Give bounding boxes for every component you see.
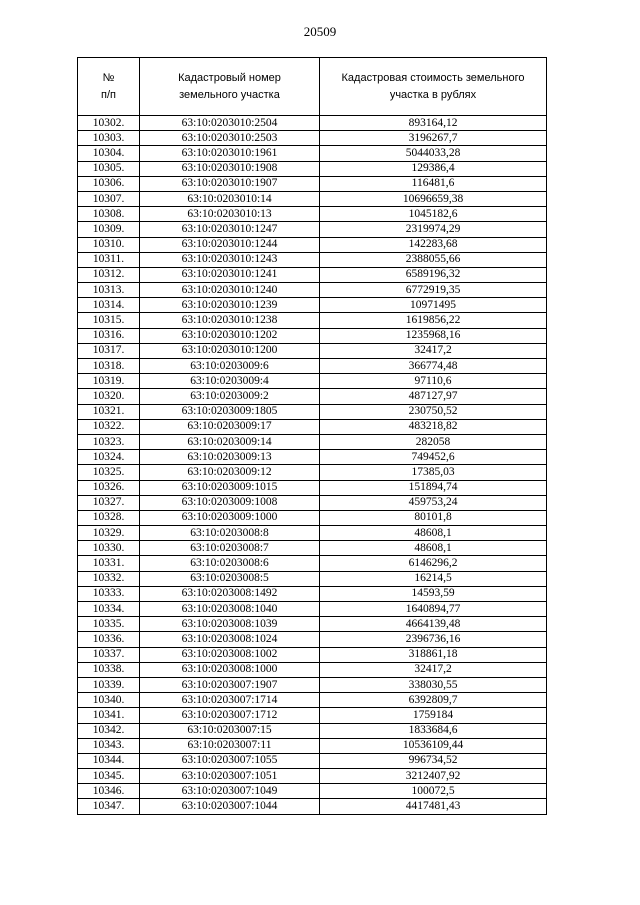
row-number-cell: 10333. bbox=[78, 586, 140, 601]
cadastral-value-cell: 749452,6 bbox=[320, 450, 547, 465]
cadastral-value-cell: 32417,2 bbox=[320, 343, 547, 358]
cadastral-number-cell: 63:10:0203010:1200 bbox=[140, 343, 320, 358]
cadastral-value-cell: 1759184 bbox=[320, 708, 547, 723]
cadastral-number-cell: 63:10:0203010:2503 bbox=[140, 131, 320, 146]
table-row bbox=[78, 586, 547, 601]
table-row bbox=[78, 784, 547, 799]
header-cadastral-value bbox=[320, 58, 547, 116]
table-row bbox=[78, 434, 547, 449]
cadastral-value-cell: 116481,6 bbox=[320, 176, 547, 191]
cadastral-number-cell: 63:10:0203010:1961 bbox=[140, 146, 320, 161]
cadastral-value-cell: 1640894,77 bbox=[320, 602, 547, 617]
cadastral-value-cell: 10696659,38 bbox=[320, 191, 547, 206]
row-number-cell: 10343. bbox=[78, 738, 140, 753]
header-cadastral-value-line1: Кадастровая стоимость земельного bbox=[341, 71, 525, 84]
cadastral-number-cell: 63:10:0203010:2504 bbox=[140, 116, 320, 131]
cadastral-value-cell: 10971495 bbox=[320, 298, 547, 313]
cadastral-value-cell: 6589196,32 bbox=[320, 267, 547, 282]
cadastral-number-cell: 63:10:0203009:14 bbox=[140, 434, 320, 449]
row-number-cell: 10329. bbox=[78, 526, 140, 541]
table-row bbox=[78, 343, 547, 358]
cadastral-number-cell: 63:10:0203007:1055 bbox=[140, 753, 320, 768]
table-row bbox=[78, 693, 547, 708]
cadastral-value-cell: 16214,5 bbox=[320, 571, 547, 586]
table-row bbox=[78, 176, 547, 191]
cadastral-number-cell: 63:10:0203008:1492 bbox=[140, 586, 320, 601]
header-cadastral-value-line2: участка в рублях bbox=[389, 88, 477, 101]
row-number-cell: 10324. bbox=[78, 450, 140, 465]
table-row bbox=[78, 116, 547, 131]
table-row bbox=[78, 450, 547, 465]
row-number-cell: 10317. bbox=[78, 343, 140, 358]
table-row bbox=[78, 753, 547, 768]
cadastral-value-cell: 338030,55 bbox=[320, 677, 547, 692]
table-row bbox=[78, 541, 547, 556]
cadastral-value-cell: 97110,6 bbox=[320, 374, 547, 389]
cadastral-number-cell: 63:10:0203007:1049 bbox=[140, 784, 320, 799]
table-row bbox=[78, 677, 547, 692]
row-number-cell: 10303. bbox=[78, 131, 140, 146]
row-number-cell: 10314. bbox=[78, 298, 140, 313]
cadastral-number-cell: 63:10:0203009:2 bbox=[140, 389, 320, 404]
cadastral-value-cell: 6772919,35 bbox=[320, 283, 547, 298]
table-row bbox=[78, 723, 547, 738]
cadastral-number-cell: 63:10:0203010:1908 bbox=[140, 161, 320, 176]
table-header-row bbox=[78, 58, 547, 116]
cadastral-value-cell: 282058 bbox=[320, 434, 547, 449]
row-number-cell: 10335. bbox=[78, 617, 140, 632]
cadastral-value-cell: 10536109,44 bbox=[320, 738, 547, 753]
cadastral-number-cell: 63:10:0203007:1714 bbox=[140, 693, 320, 708]
cadastral-value-cell: 142283,68 bbox=[320, 237, 547, 252]
row-number-cell: 10309. bbox=[78, 222, 140, 237]
cadastral-value-cell: 48608,1 bbox=[320, 526, 547, 541]
cadastral-number-cell: 63:10:0203010:1240 bbox=[140, 283, 320, 298]
row-number-cell: 10334. bbox=[78, 602, 140, 617]
cadastral-value-cell: 1045182,6 bbox=[320, 207, 547, 222]
cadastral-value-cell: 129386,4 bbox=[320, 161, 547, 176]
cadastral-number-cell: 63:10:0203008:1002 bbox=[140, 647, 320, 662]
table-row bbox=[78, 647, 547, 662]
cadastral-value-cell: 17385,03 bbox=[320, 465, 547, 480]
table-body bbox=[78, 116, 547, 815]
cadastral-number-cell: 63:10:0203010:1239 bbox=[140, 298, 320, 313]
cadastral-value-cell: 14593,59 bbox=[320, 586, 547, 601]
table-row bbox=[78, 298, 547, 313]
cadastral-number-cell: 63:10:0203009:1805 bbox=[140, 404, 320, 419]
row-number-cell: 10321. bbox=[78, 404, 140, 419]
cadastral-number-cell: 63:10:0203009:1008 bbox=[140, 495, 320, 510]
cadastral-value-cell: 487127,97 bbox=[320, 389, 547, 404]
table-row bbox=[78, 708, 547, 723]
table-row bbox=[78, 191, 547, 206]
cadastral-number-cell: 63:10:0203009:13 bbox=[140, 450, 320, 465]
cadastral-value-cell: 1235968,16 bbox=[320, 328, 547, 343]
cadastral-value-cell: 230750,52 bbox=[320, 404, 547, 419]
cadastral-value-cell: 483218,82 bbox=[320, 419, 547, 434]
table-row bbox=[78, 313, 547, 328]
cadastral-number-cell: 63:10:0203007:11 bbox=[140, 738, 320, 753]
cadastral-number-cell: 63:10:0203008:1000 bbox=[140, 662, 320, 677]
cadastral-number-cell: 63:10:0203008:1040 bbox=[140, 602, 320, 617]
cadastral-number-cell: 63:10:0203008:6 bbox=[140, 556, 320, 571]
table-row bbox=[78, 769, 547, 784]
cadastral-number-cell: 63:10:0203010:1202 bbox=[140, 328, 320, 343]
table-row bbox=[78, 404, 547, 419]
cadastral-value-cell: 80101,8 bbox=[320, 510, 547, 525]
cadastral-number-cell: 63:10:0203009:17 bbox=[140, 419, 320, 434]
cadastral-number-cell: 63:10:0203009:1000 bbox=[140, 510, 320, 525]
table-row bbox=[78, 207, 547, 222]
row-number-cell: 10341. bbox=[78, 708, 140, 723]
cadastral-value-cell: 32417,2 bbox=[320, 662, 547, 677]
cadastral-value-cell: 893164,12 bbox=[320, 116, 547, 131]
header-cadastral-number-line1: Кадастровый номер bbox=[178, 71, 281, 84]
cadastral-value-cell: 4664139,48 bbox=[320, 617, 547, 632]
row-number-cell: 10344. bbox=[78, 753, 140, 768]
row-number-cell: 10320. bbox=[78, 389, 140, 404]
row-number-cell: 10302. bbox=[78, 116, 140, 131]
table-row bbox=[78, 359, 547, 374]
cadastral-number-cell: 63:10:0203007:1044 bbox=[140, 799, 320, 814]
row-number-cell: 10347. bbox=[78, 799, 140, 814]
row-number-cell: 10338. bbox=[78, 662, 140, 677]
table-row bbox=[78, 571, 547, 586]
cadastral-value-cell: 6146296,2 bbox=[320, 556, 547, 571]
cadastral-number-cell: 63:10:0203009:1015 bbox=[140, 480, 320, 495]
row-number-cell: 10336. bbox=[78, 632, 140, 647]
row-number-cell: 10308. bbox=[78, 207, 140, 222]
cadastral-number-cell: 63:10:0203009:4 bbox=[140, 374, 320, 389]
header-cadastral-number bbox=[140, 58, 320, 116]
cadastral-number-cell: 63:10:0203008:5 bbox=[140, 571, 320, 586]
table-row bbox=[78, 283, 547, 298]
row-number-cell: 10322. bbox=[78, 419, 140, 434]
cadastral-value-cell: 366774,48 bbox=[320, 359, 547, 374]
row-number-cell: 10306. bbox=[78, 176, 140, 191]
table-row bbox=[78, 556, 547, 571]
table-row bbox=[78, 632, 547, 647]
table-row bbox=[78, 526, 547, 541]
row-number-cell: 10345. bbox=[78, 769, 140, 784]
cadastral-value-cell: 996734,52 bbox=[320, 753, 547, 768]
header-row-number-line1: № bbox=[102, 71, 115, 84]
row-number-cell: 10312. bbox=[78, 267, 140, 282]
cadastral-number-cell: 63:10:0203009:6 bbox=[140, 359, 320, 374]
table-row bbox=[78, 161, 547, 176]
table-row bbox=[78, 465, 547, 480]
header-row-number bbox=[78, 58, 140, 116]
row-number-cell: 10304. bbox=[78, 146, 140, 161]
row-number-cell: 10325. bbox=[78, 465, 140, 480]
row-number-cell: 10315. bbox=[78, 313, 140, 328]
row-number-cell: 10310. bbox=[78, 237, 140, 252]
cadastral-value-cell: 3196267,7 bbox=[320, 131, 547, 146]
page-number: 20509 bbox=[303, 24, 337, 39]
cadastral-value-cell: 2319974,29 bbox=[320, 222, 547, 237]
cadastral-value-cell: 459753,24 bbox=[320, 495, 547, 510]
row-number-cell: 10313. bbox=[78, 283, 140, 298]
cadastral-number-cell: 63:10:0203007:1051 bbox=[140, 769, 320, 784]
cadastral-number-cell: 63:10:0203010:1238 bbox=[140, 313, 320, 328]
cadastral-number-cell: 63:10:0203010:1244 bbox=[140, 237, 320, 252]
cadastral-value-cell: 2396736,16 bbox=[320, 632, 547, 647]
table-row bbox=[78, 799, 547, 814]
row-number-cell: 10307. bbox=[78, 191, 140, 206]
table-row bbox=[78, 602, 547, 617]
cadastral-number-cell: 63:10:0203007:1907 bbox=[140, 677, 320, 692]
row-number-cell: 10311. bbox=[78, 252, 140, 267]
cadastral-number-cell: 63:10:0203008:8 bbox=[140, 526, 320, 541]
cadastral-number-cell: 63:10:0203010:1247 bbox=[140, 222, 320, 237]
table-row bbox=[78, 252, 547, 267]
cadastral-value-cell: 48608,1 bbox=[320, 541, 547, 556]
table-row bbox=[78, 480, 547, 495]
row-number-cell: 10319. bbox=[78, 374, 140, 389]
cadastral-number-cell: 63:10:0203010:1907 bbox=[140, 176, 320, 191]
row-number-cell: 10330. bbox=[78, 541, 140, 556]
table-row bbox=[78, 146, 547, 161]
cadastral-value-cell: 151894,74 bbox=[320, 480, 547, 495]
table-row bbox=[78, 389, 547, 404]
cadastral-value-cell: 3212407,92 bbox=[320, 769, 547, 784]
cadastral-value-cell: 4417481,43 bbox=[320, 799, 547, 814]
cadastral-number-cell: 63:10:0203008:1039 bbox=[140, 617, 320, 632]
table-row bbox=[78, 267, 547, 282]
table-row bbox=[78, 374, 547, 389]
table-row bbox=[78, 738, 547, 753]
cadastral-value-cell: 5044033,28 bbox=[320, 146, 547, 161]
row-number-cell: 10327. bbox=[78, 495, 140, 510]
table-row bbox=[78, 131, 547, 146]
cadastral-value-cell: 6392809,7 bbox=[320, 693, 547, 708]
cadastral-number-cell: 63:10:0203010:1241 bbox=[140, 267, 320, 282]
cadastral-number-cell: 63:10:0203010:1243 bbox=[140, 252, 320, 267]
cadastral-number-cell: 63:10:0203007:15 bbox=[140, 723, 320, 738]
row-number-cell: 10337. bbox=[78, 647, 140, 662]
cadastral-value-cell: 100072,5 bbox=[320, 784, 547, 799]
table-row bbox=[78, 662, 547, 677]
table-row bbox=[78, 222, 547, 237]
row-number-cell: 10326. bbox=[78, 480, 140, 495]
table-row bbox=[78, 617, 547, 632]
row-number-cell: 10328. bbox=[78, 510, 140, 525]
cadastral-value-cell: 1833684,6 bbox=[320, 723, 547, 738]
cadastral-number-cell: 63:10:0203009:12 bbox=[140, 465, 320, 480]
table-row bbox=[78, 419, 547, 434]
cadastral-value-cell: 2388055,66 bbox=[320, 252, 547, 267]
cadastral-value-cell: 1619856,22 bbox=[320, 313, 547, 328]
cadastral-value-cell: 318861,18 bbox=[320, 647, 547, 662]
row-number-cell: 10332. bbox=[78, 571, 140, 586]
header-row-number-line2: п/п bbox=[101, 88, 116, 101]
row-number-cell: 10346. bbox=[78, 784, 140, 799]
row-number-cell: 10323. bbox=[78, 434, 140, 449]
row-number-cell: 10316. bbox=[78, 328, 140, 343]
table-row bbox=[78, 237, 547, 252]
cadastral-value-table bbox=[77, 57, 547, 815]
row-number-cell: 10339. bbox=[78, 677, 140, 692]
row-number-cell: 10318. bbox=[78, 359, 140, 374]
table-row bbox=[78, 328, 547, 343]
table-row bbox=[78, 510, 547, 525]
cadastral-number-cell: 63:10:0203007:1712 bbox=[140, 708, 320, 723]
cadastral-number-cell: 63:10:0203010:14 bbox=[140, 191, 320, 206]
cadastral-number-cell: 63:10:0203008:7 bbox=[140, 541, 320, 556]
row-number-cell: 10340. bbox=[78, 693, 140, 708]
row-number-cell: 10305. bbox=[78, 161, 140, 176]
cadastral-number-cell: 63:10:0203010:13 bbox=[140, 207, 320, 222]
header-cadastral-number-line2: земельного участка bbox=[179, 88, 280, 101]
table-row bbox=[78, 495, 547, 510]
cadastral-number-cell: 63:10:0203008:1024 bbox=[140, 632, 320, 647]
row-number-cell: 10331. bbox=[78, 556, 140, 571]
row-number-cell: 10342. bbox=[78, 723, 140, 738]
